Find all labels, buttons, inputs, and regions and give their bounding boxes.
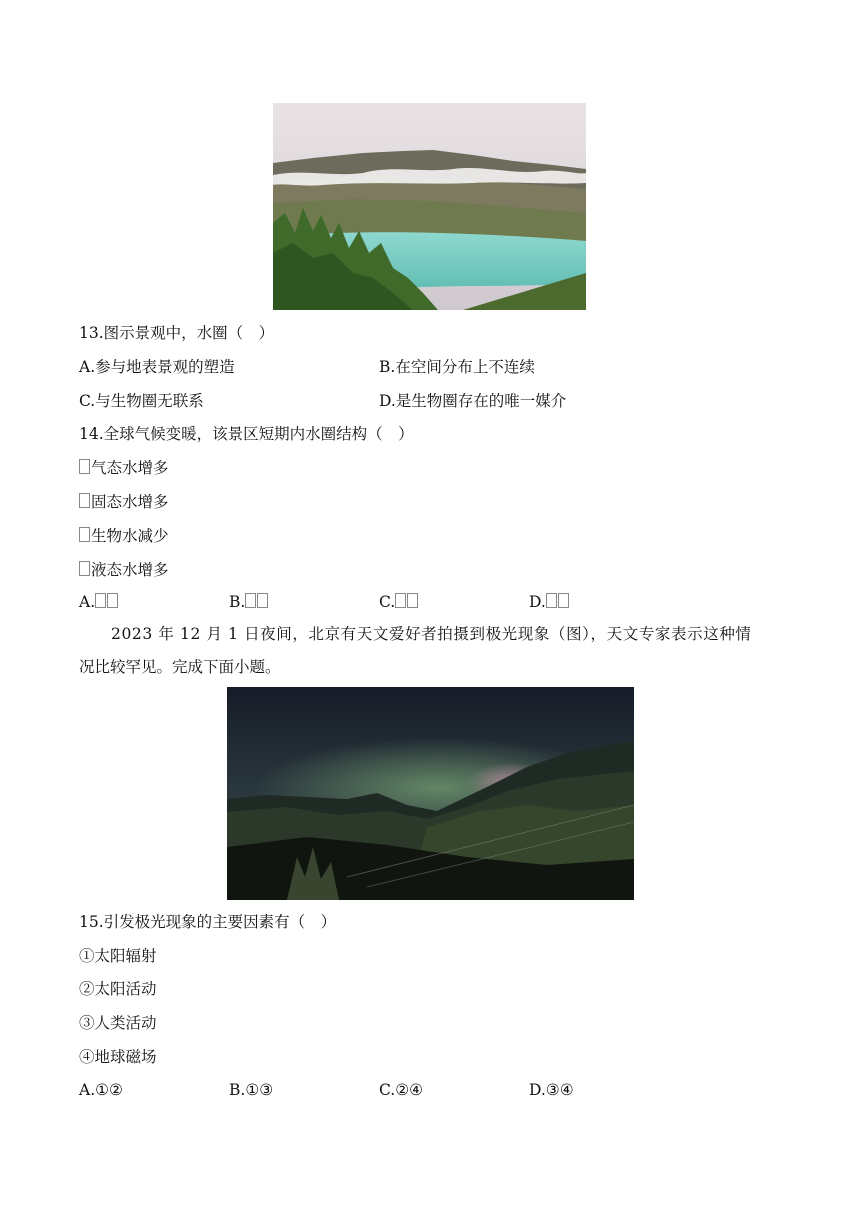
passage-line-2: 况比较罕见。完成下面小题。	[79, 658, 281, 676]
q15-stem: 15.引发极光现象的主要因素有（ ）	[79, 913, 337, 931]
q13-stem: 13.图示景观中，水圈（ ）	[79, 324, 275, 342]
passage-line-1: 2023 年 12 月 1 日夜间，北京有天文爱好者拍摄到极光现象（图），天文专家表示这种情	[111, 625, 752, 643]
placeholder-glyph-icon	[79, 493, 90, 508]
q15-option-a[interactable]: A.①②	[79, 1081, 123, 1099]
q13-option-a[interactable]: A.参与地表景观的塑造	[79, 358, 235, 376]
q15-item-2: ②太阳活动	[79, 980, 157, 998]
q15-option-d[interactable]: D.③④	[529, 1081, 574, 1099]
lake-landscape-drawing	[273, 103, 586, 310]
q13-option-d[interactable]: D.是生物圈存在的唯一媒介	[379, 392, 567, 410]
q15-item-3: ③人类活动	[79, 1014, 157, 1032]
placeholder-glyph-icon	[245, 593, 256, 608]
placeholder-glyph-icon	[558, 593, 569, 608]
q13-option-b[interactable]: B.在空间分布上不连续	[379, 358, 535, 376]
placeholder-glyph-icon	[79, 561, 90, 576]
aurora-photo	[227, 687, 634, 900]
placeholder-glyph-icon	[257, 593, 268, 608]
q15-item-4: ④地球磁场	[79, 1048, 157, 1066]
q14-item-1: 气态水增多	[79, 458, 169, 478]
placeholder-glyph-icon	[95, 593, 106, 608]
q14-item-3: 生物水减少	[79, 526, 169, 546]
q14-option-b[interactable]: B.	[229, 592, 269, 612]
placeholder-glyph-icon	[395, 593, 406, 608]
q14-stem: 14.全球气候变暖，该景区短期内水圈结构（ ）	[79, 425, 414, 443]
q14-item-4: 液态水增多	[79, 560, 169, 580]
aurora-drawing	[227, 687, 634, 900]
q15-item-1: ①太阳辐射	[79, 947, 157, 965]
placeholder-glyph-icon	[546, 593, 557, 608]
q13-option-c[interactable]: C.与生物圈无联系	[79, 392, 204, 410]
placeholder-glyph-icon	[407, 593, 418, 608]
placeholder-glyph-icon	[107, 593, 118, 608]
q15-option-c[interactable]: C.②④	[379, 1081, 424, 1099]
q14-option-a[interactable]: A.	[79, 592, 119, 612]
q14-item-2: 固态水增多	[79, 492, 169, 512]
q14-option-c[interactable]: C.	[379, 592, 419, 612]
placeholder-glyph-icon	[79, 459, 90, 474]
q14-option-d[interactable]: D.	[529, 592, 570, 612]
q15-option-b[interactable]: B.①③	[229, 1081, 274, 1099]
lake-landscape-photo	[273, 103, 586, 310]
placeholder-glyph-icon	[79, 527, 90, 542]
